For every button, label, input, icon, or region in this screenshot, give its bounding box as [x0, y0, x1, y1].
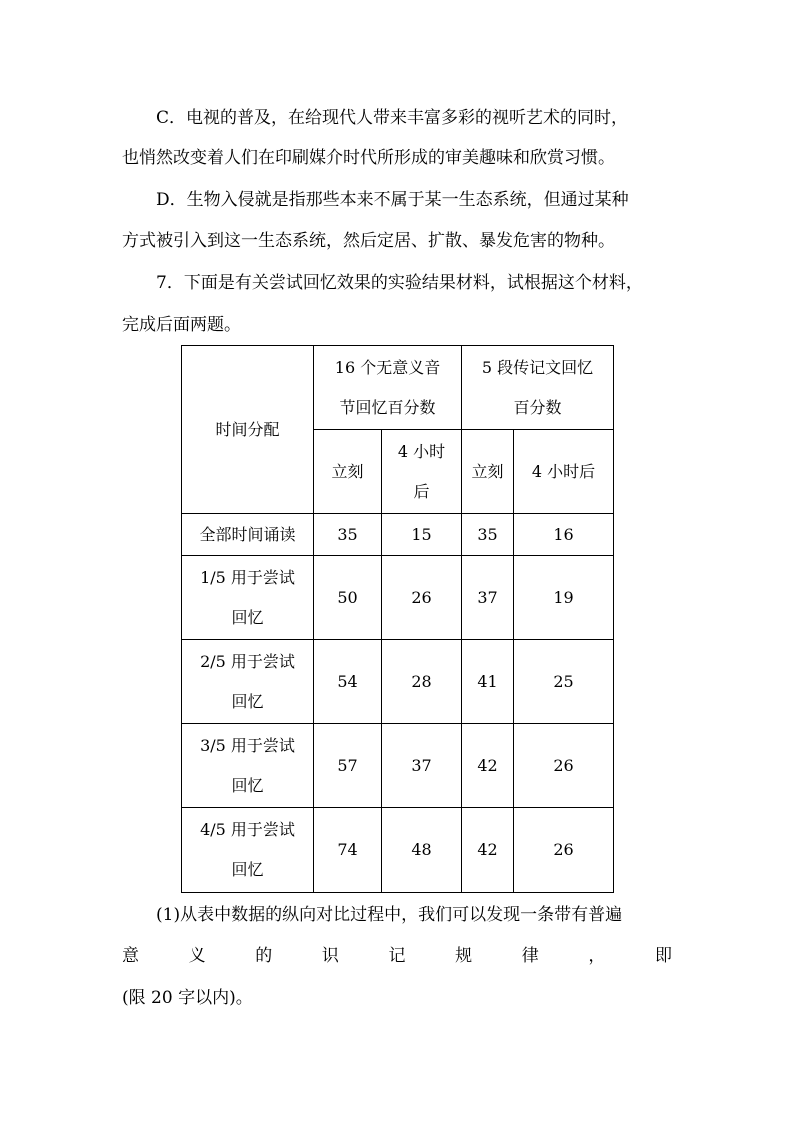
- row-label: 1/5 用于尝试 回忆: [182, 556, 314, 640]
- table-cell: 74: [314, 808, 382, 893]
- option-d-line-2: 方式被引入到这一生态系统，然后定居、扩散、暴发危害的物种。: [122, 231, 615, 251]
- table-cell: 28: [382, 640, 462, 724]
- table-cell: 35: [314, 514, 382, 556]
- subheader-after-4h: 4 小时 后: [382, 430, 462, 514]
- experiment-results-table: [181, 345, 614, 893]
- subheader-immediate-2: 立刻: [462, 430, 514, 514]
- table-cell: 57: [314, 724, 382, 808]
- table-cell: 19: [514, 556, 614, 640]
- header-nonsense-syllables: 16 个无意义音 节回忆百分数: [314, 346, 462, 430]
- subheader-after-4h-2: 4 小时后: [514, 430, 614, 514]
- table-row: [182, 808, 614, 893]
- table-cell: 48: [382, 808, 462, 893]
- header-biography-passages: 5 段传记文回忆 百分数: [462, 346, 614, 430]
- question-1-line-3: (限 20 字以内)。: [122, 988, 253, 1008]
- question-1-line-1: (1)从表中数据的纵向对比过程中，我们可以发现一条带有普遍: [156, 905, 623, 925]
- table-cell: 16: [514, 514, 614, 556]
- row-label: 2/5 用于尝试 回忆: [182, 640, 314, 724]
- table-cell: 26: [382, 556, 462, 640]
- row-label: 4/5 用于尝试 回忆: [182, 808, 314, 893]
- option-d-line-1: D．生物入侵就是指那些本来不属于某一生态系统，但通过某种: [156, 190, 629, 210]
- table-cell: 42: [462, 808, 514, 893]
- option-c-line-1: C．电视的普及，在给现代人带来丰富多彩的视听艺术的同时，: [156, 108, 629, 128]
- table-cell: 26: [514, 808, 614, 893]
- row-label: 全部时间诵读: [182, 514, 314, 556]
- table-cell: 26: [514, 724, 614, 808]
- table-cell: 54: [314, 640, 382, 724]
- table-cell: 35: [462, 514, 514, 556]
- table-cell: 50: [314, 556, 382, 640]
- option-c-line-2: 也悄然改变着人们在印刷媒介时代所形成的审美趣味和欣赏习惯。: [122, 148, 615, 168]
- table-cell: 37: [462, 556, 514, 640]
- question-7-line-2: 完成后面两题。: [122, 315, 241, 335]
- table-cell: 25: [514, 640, 614, 724]
- row-label: 3/5 用于尝试 回忆: [182, 724, 314, 808]
- table-row: [182, 514, 614, 556]
- table-cell: 15: [382, 514, 462, 556]
- table-row: [182, 556, 614, 640]
- table-cell: 41: [462, 640, 514, 724]
- table-cell: 42: [462, 724, 514, 808]
- question-7-line-1: 7．下面是有关尝试回忆效果的实验结果材料，试根据这个材料，: [156, 273, 643, 293]
- subheader-immediate: 立刻: [314, 430, 382, 514]
- header-time-allocation: 时间分配: [182, 346, 314, 514]
- table-cell: 37: [382, 724, 462, 808]
- question-1-line-2: 意 义 的 识 记 规 律 ， 即: [122, 946, 672, 966]
- table-header-row-1: [182, 346, 614, 430]
- table-row: [182, 724, 614, 808]
- table-row: [182, 640, 614, 724]
